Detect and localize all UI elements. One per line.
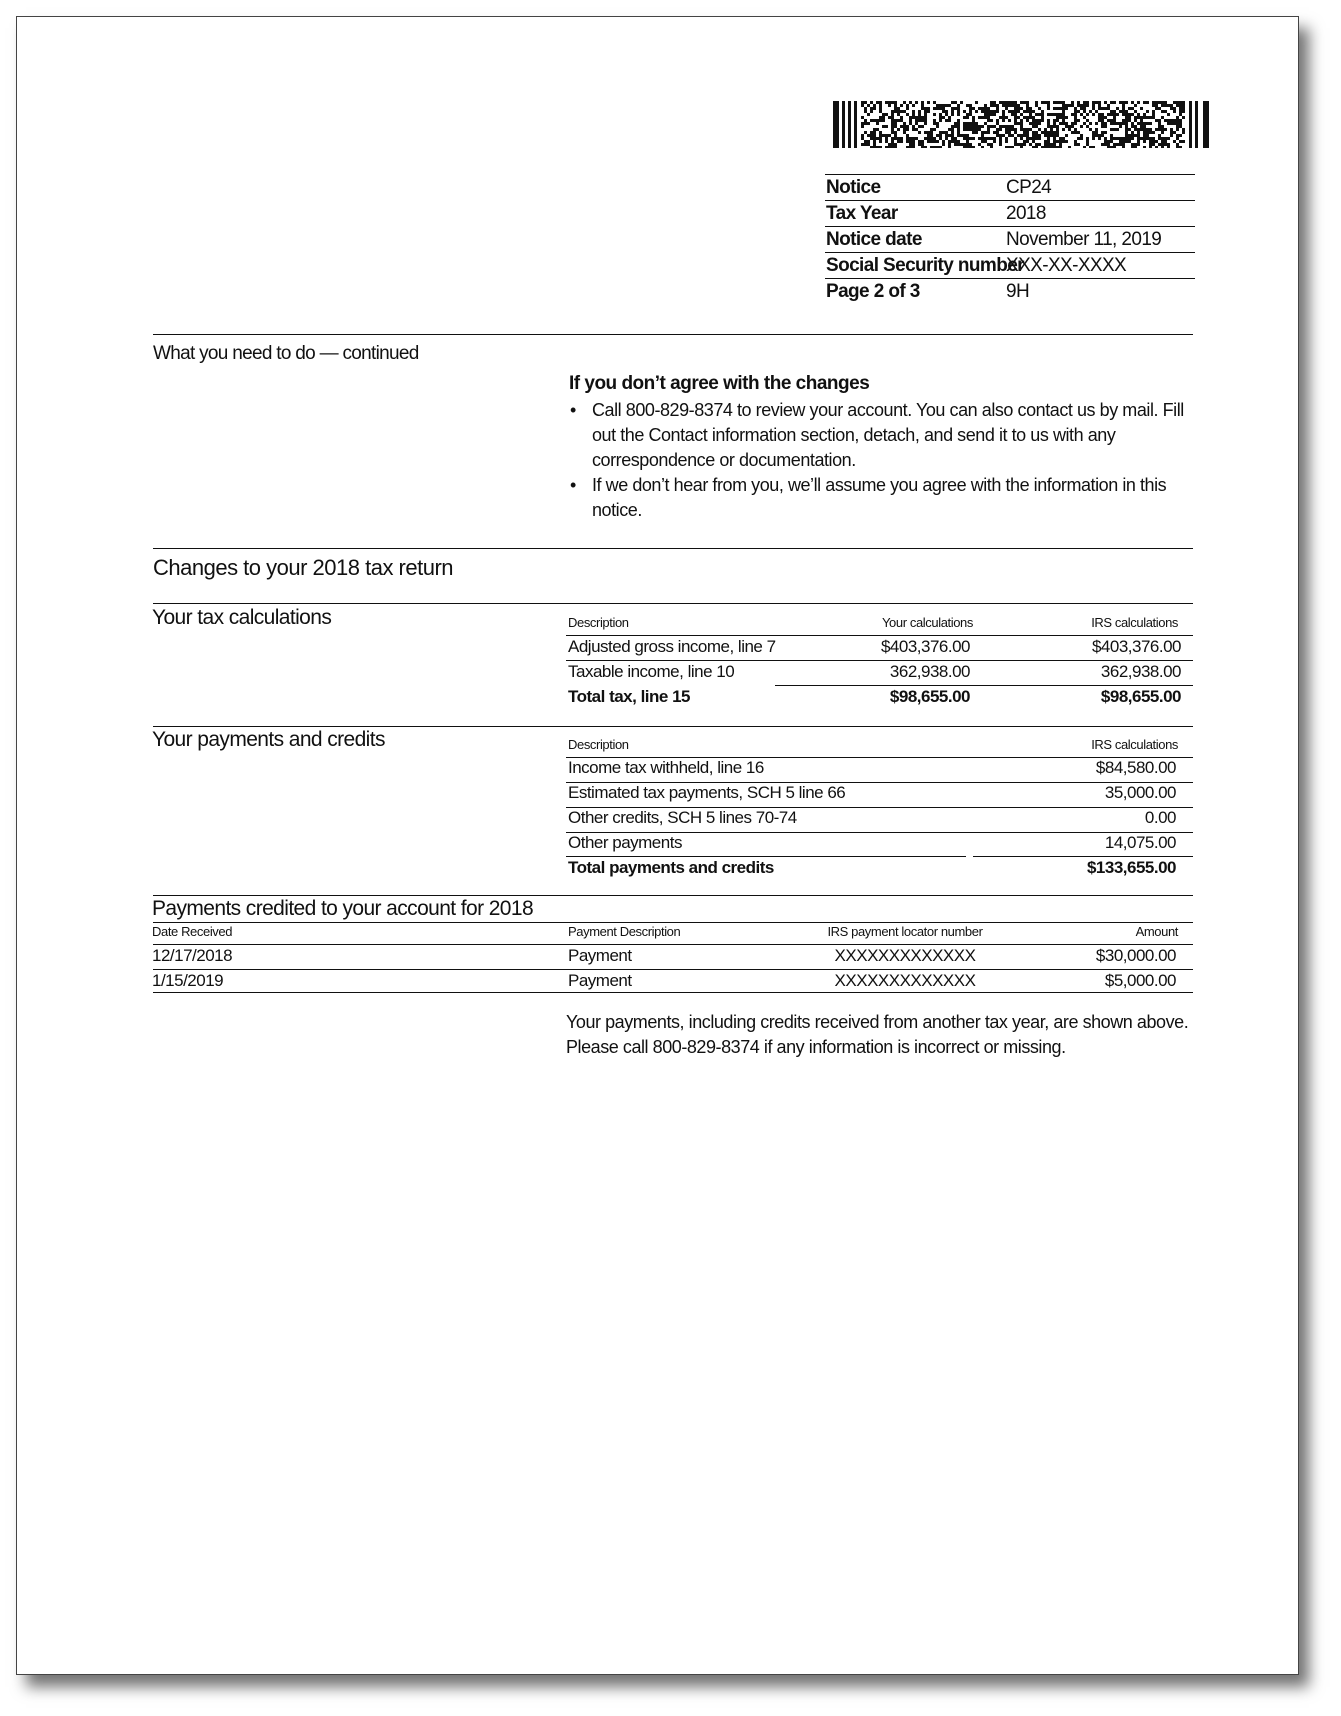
col-header-irs-calc: IRS calculations <box>1091 737 1178 752</box>
row-irs-value: $84,580.00 <box>1095 758 1176 777</box>
row-description: Estimated tax payments, SCH 5 line 66 <box>568 783 846 802</box>
continued-label: What you need to do — continued <box>153 343 419 364</box>
total-rule <box>973 856 1193 857</box>
header-row-notice <box>825 174 1195 200</box>
col-header-payment-description: Payment Description <box>568 924 681 939</box>
col-header-description: Description <box>568 615 629 630</box>
header-value: November 11, 2019 <box>1006 229 1162 250</box>
section-divider <box>153 895 1193 896</box>
header-label: Page 2 of 3 <box>826 281 920 302</box>
col-header-amount: Amount <box>1135 924 1178 939</box>
header-row-ssn <box>825 252 1195 278</box>
row-rule <box>566 856 966 857</box>
header-value: 9H <box>1006 281 1030 302</box>
row-amount: $5,000.00 <box>1104 971 1176 990</box>
row-irs-value: 35,000.00 <box>1104 783 1176 802</box>
header-label: Notice date <box>826 229 922 250</box>
disagree-heading: If you don’t agree with the changes <box>569 373 870 394</box>
row-date: 12/17/2018 <box>152 946 233 965</box>
row-irs-value: $133,655.00 <box>1086 858 1176 877</box>
row-description: Total payments and credits <box>568 858 774 877</box>
changes-title: Changes to your 2018 tax return <box>153 555 454 580</box>
header-row-page <box>825 278 1195 304</box>
col-header-locator: IRS payment locator number <box>827 924 983 939</box>
row-locator: XXXXXXXXXXXXX <box>834 946 976 965</box>
row-rule <box>153 922 1193 923</box>
bullet-item: • If we don’t hear from you, we’ll assume you agree with the information in this notice. <box>570 473 1190 523</box>
header-label: Tax Year <box>826 203 898 224</box>
row-payment-description: Payment <box>568 971 632 990</box>
row-your-value: 362,938.00 <box>889 662 970 681</box>
row-date: 1/15/2019 <box>152 971 224 990</box>
section-divider <box>153 726 1193 727</box>
header-label: Notice <box>826 177 881 198</box>
row-description: Taxable income, line 10 <box>568 662 735 681</box>
header-value: CP24 <box>1006 177 1052 198</box>
col-header-description: Description <box>568 737 629 752</box>
row-irs-value: 362,938.00 <box>1100 662 1181 681</box>
row-irs-value: $98,655.00 <box>1100 687 1181 706</box>
col-header-date: Date Received <box>152 924 233 939</box>
barcode-image <box>833 101 1213 148</box>
header-label: Social Security number <box>826 255 1024 276</box>
tax-calc-title: Your tax calculations <box>152 606 332 629</box>
row-description: Other payments <box>568 833 682 852</box>
row-rule <box>153 944 1193 945</box>
row-irs-value: 14,075.00 <box>1104 833 1176 852</box>
row-irs-value: $403,376.00 <box>1091 637 1181 656</box>
row-rule <box>153 969 1193 970</box>
col-header-irs-calc: IRS calculations <box>1091 615 1178 630</box>
section-divider <box>153 603 1193 604</box>
row-locator: XXXXXXXXXXXXX <box>834 971 976 990</box>
payments-title: Your payments and credits <box>152 728 385 751</box>
row-your-value: $98,655.00 <box>889 687 970 706</box>
bullet-item: • Call 800-829-8374 to review your account. You can also contact us by mail. Fill out the Contact information section, detach, and send it to us with any correspondence or documentation. <box>570 398 1190 473</box>
section-divider <box>153 548 1193 549</box>
footer-note: Your payments, including credits received from another tax year, are shown above. Please call 800-829-8374 if any information is incorrect or missing. <box>566 1012 1189 1057</box>
row-description: Total tax, line 15 <box>568 687 691 706</box>
row-description: Adjusted gross income, line 7 <box>568 637 776 656</box>
header-row-tax-year <box>825 200 1195 226</box>
row-description: Other credits, SCH 5 lines 70-74 <box>568 808 797 827</box>
section-divider <box>153 334 1193 335</box>
credited-title: Payments credited to your account for 2018 <box>152 897 534 920</box>
disagree-bullets <box>570 398 1190 523</box>
row-description: Income tax withheld, line 16 <box>568 758 764 777</box>
row-irs-value: 0.00 <box>1144 808 1176 827</box>
row-rule <box>153 992 1193 993</box>
header-value: XXX-XX-XXXX <box>1006 255 1127 276</box>
notice-header-table <box>825 174 1195 304</box>
row-payment-description: Payment <box>568 946 632 965</box>
col-header-your-calc: Your calculations <box>881 615 973 630</box>
row-your-value: $403,376.00 <box>880 637 970 656</box>
row-amount: $30,000.00 <box>1095 946 1176 965</box>
row-rule <box>566 660 1193 661</box>
header-row-notice-date <box>825 226 1195 252</box>
total-rule <box>775 685 1193 686</box>
header-value: 2018 <box>1006 203 1046 224</box>
row-rule <box>566 635 1193 636</box>
